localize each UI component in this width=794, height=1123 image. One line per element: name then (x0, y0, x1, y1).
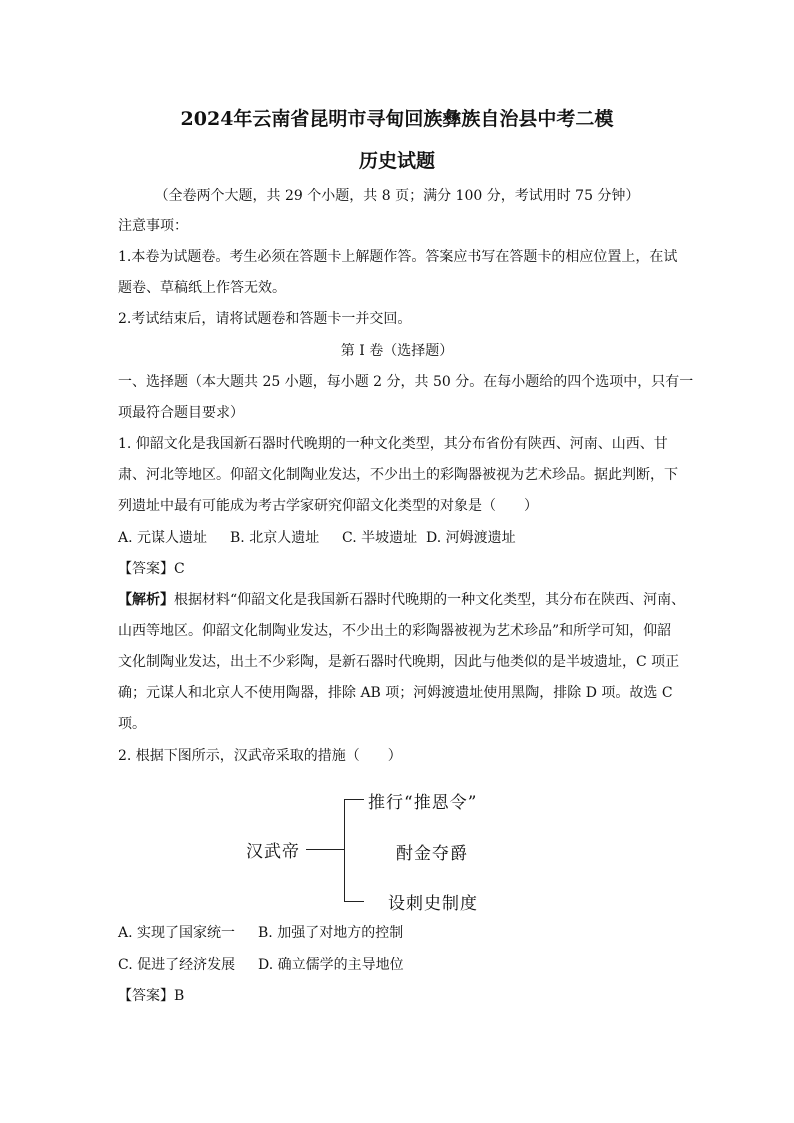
q1-option-b: B. 北京人遗址 (230, 530, 320, 546)
q1-answer: 【答案】C (118, 561, 185, 577)
diagram-root-connector (306, 849, 344, 850)
q2-diagram (240, 785, 540, 915)
note-1-line-1: 1.本卷为试题卷。考生必须在答题卡上解题作答。答案应书写在答题卡的相应位置上，在试 (118, 249, 678, 265)
note-2: 2.考试结束后，请将试题卷和答题卡一并交回。 (118, 311, 412, 327)
diagram-root: 汉武帝 (246, 842, 300, 862)
q1-option-d: D. 河姆渡遗址 (426, 530, 516, 546)
volume-heading: 第 I 卷（选择题） (340, 343, 454, 359)
q1-line-1: 1. 仰韶文化是我国新石器时代晚期的一种文化类型，其分布省份有陕西、河南、山西、甘 (118, 436, 668, 452)
notes-heading: 注意事项： (118, 218, 188, 234)
q2-option-c: C. 促进了经济发展 (118, 957, 236, 973)
q1-option-c: C. 半坡遗址 (342, 530, 418, 546)
q2-options-row-1 (118, 923, 678, 943)
diagram-branch-1: 推行“推恩令” (368, 793, 478, 813)
diagram-branch-3-connector (344, 901, 364, 902)
q2-option-a: A. 实现了国家统一 (118, 925, 236, 941)
diagram-branch-1-connector (344, 799, 364, 800)
exam-subtitle: 历史试题 (358, 150, 435, 172)
q1-analysis-line-5: 项。 (118, 716, 146, 732)
q1-analysis-line-3: 文化制陶业发达，出土不少彩陶，是新石器时代晚期，因此与他类似的是半坡遗址，C 项正 (118, 654, 680, 670)
q1-analysis-line-1 (118, 590, 686, 610)
q1-analysis-label: 【解析】 (118, 592, 174, 608)
q1-option-a: A. 元谋人遗址 (118, 530, 208, 546)
diagram-branch-3: 设刺史制度 (388, 894, 478, 914)
exam-meta: （全卷两个大题，共 29 个小题，共 8 页；满分 100 分，考试用时 75 分钟） (154, 188, 640, 204)
diagram-branch-2: 酎金夺爵 (396, 844, 468, 864)
q1-options (118, 528, 678, 548)
q1-analysis-line-2: 山西等地区。仰韶文化制陶业发达，不少出土的彩陶器被视为艺术珍品”和所学可知，仰韶 (118, 623, 672, 639)
diagram-vertical-bracket (344, 799, 345, 901)
q2-option-b: B. 加强了对地方的控制 (258, 925, 404, 941)
section-intro-line-1: 一、选择题（本大题共 25 小题，每小题 2 分，共 50 分。在每小题给的四个选项中，只有一 (118, 374, 694, 390)
q2-option-d: D. 确立儒学的主导地位 (258, 957, 404, 973)
q2-options-row-2 (118, 955, 678, 975)
q1-analysis-line-4: 确；元谋人和北京人不使用陶器，排除 AB 项；河姆渡遗址使用黑陶，排除 D 项。故选 C (118, 685, 673, 701)
q1-line-3: 列遗址中最有可能成为考古学家研究仰韶文化类型的对象是（ ） (118, 498, 538, 514)
q2-answer: 【答案】B (118, 988, 185, 1004)
section-intro-line-2: 项最符合题目要求） (118, 405, 244, 421)
exam-title: 2024年云南省昆明市寻甸回族彝族自治县中考二模 (180, 108, 614, 130)
q2-question: 2. 根据下图所示，汉武帝采取的措施（ ） (118, 748, 402, 764)
q1-analysis-text-1: 根据材料“仰韶文化是我国新石器时代晚期的一种文化类型，其分布在陕西、河南、 (174, 592, 686, 608)
q1-line-2: 肃、河北等地区。仰韶文化制陶业发达，不少出土的彩陶器被视为艺术珍品。据此判断，下 (118, 467, 678, 483)
note-1-line-2: 题卷、草稿纸上作答无效。 (118, 280, 286, 296)
